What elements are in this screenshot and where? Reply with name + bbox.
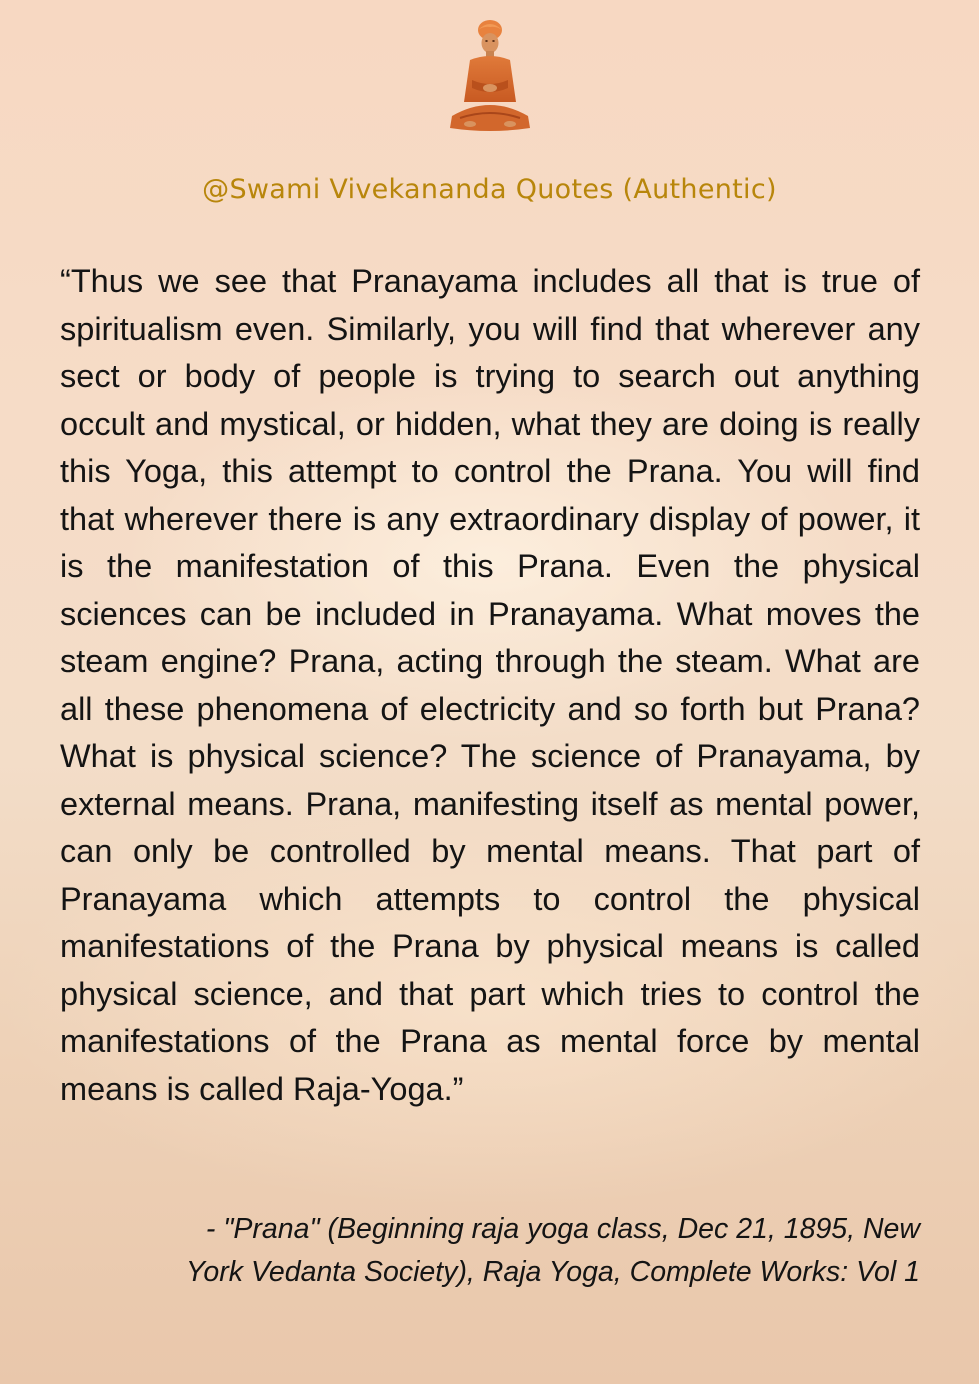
seated-monk-icon [446,14,534,134]
quote-text: “Thus we see that Pranayama includes all that is true of spiritualism even. Similarly, you will find that wherever any sect or body of people is trying to search out anything occult and mystical, or hidden, what they are doing is really this Yoga, this attempt to control the Prana. You will find that wherever there is any extraordinary display of power, it is the manifestation of this Prana. Even the physical sciences can be included in Pranayama. What moves the steam engine? Prana, acting through the steam. What are all these phenomena of electricity and so forth but Prana? What is physical science? The science of Pranayama, by external means. Prana, manifesting itself as mental power, can only be controlled by mental means. That part of Pranayama which attempts to control the physical manifestations of the Prana by physical means is called physical science, and that part which tries to control the manifestations of the Prana as mental force by mental means is called Raja-Yoga.” [60,263,920,1107]
citation-line-2: York Vedanta Society), Raja Yoga, Complete Works: Vol 1 [186,1256,920,1288]
citation-line-1: - "Prana" (Beginning raja yoga class, Dec 21, 1895, New [205,1213,920,1245]
citation [60,1208,920,1294]
page-title: @Swami Vivekananda Quotes (Authentic) [202,174,777,205]
